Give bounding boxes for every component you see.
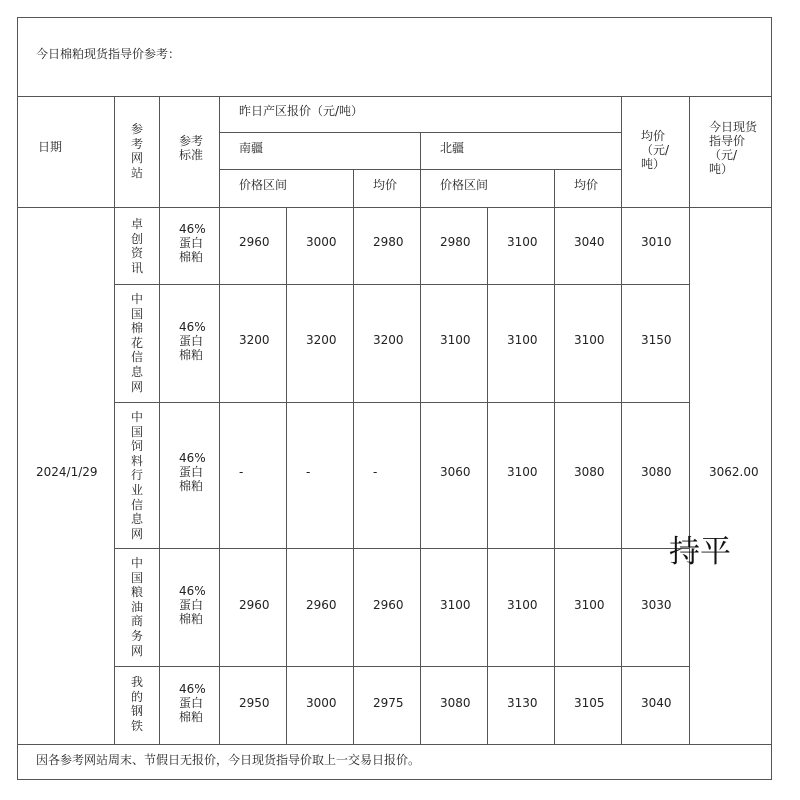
header-site: 参 考 网 站 bbox=[130, 122, 143, 180]
row-south-high: 2960 bbox=[306, 598, 337, 612]
row-north-low: 2980 bbox=[440, 235, 471, 249]
row-north-avg: 3100 bbox=[574, 598, 605, 612]
row-south-low: 2950 bbox=[239, 696, 270, 710]
row-site: 我 的 钢 铁 bbox=[130, 675, 143, 733]
header-date: 日期 bbox=[38, 140, 63, 154]
header-south-range: 价格区间 bbox=[239, 178, 288, 192]
rule-row-4 bbox=[114, 666, 690, 667]
footnote: 因各参考网站周末、节假日无报价，今日现货指导价取上一交易日报价。 bbox=[36, 753, 421, 767]
col-rule-guide bbox=[689, 96, 690, 744]
row-south-high: 3000 bbox=[306, 696, 337, 710]
row-avg: 3080 bbox=[641, 465, 672, 479]
col-rule-standard bbox=[159, 96, 160, 744]
col-rule-north bbox=[420, 132, 421, 744]
col-rule-prices bbox=[219, 96, 220, 744]
date-cell: 2024/1/29 bbox=[36, 465, 98, 479]
rule-row-2 bbox=[114, 402, 690, 403]
row-south-avg: 3200 bbox=[373, 333, 404, 347]
table-title: 今日棉粕现货指导价参考： bbox=[36, 47, 181, 61]
row-south-high: - bbox=[306, 465, 311, 479]
rule-footer bbox=[17, 744, 772, 745]
row-site: 中 国 饲 料 行 业 信 息 网 bbox=[130, 410, 143, 541]
row-north-avg: 3105 bbox=[574, 696, 605, 710]
row-south-high: 3200 bbox=[306, 333, 337, 347]
row-standard: 46% 蛋白 棉粕 bbox=[179, 320, 206, 362]
row-south-high: 3000 bbox=[306, 235, 337, 249]
header-guide: 今日现货 指导价 （元/ 吨） bbox=[709, 120, 758, 176]
row-north-low: 3080 bbox=[440, 696, 471, 710]
row-south-avg: 2980 bbox=[373, 235, 404, 249]
guide-price-cell: 3062.00 bbox=[709, 465, 759, 479]
row-north-high: 3100 bbox=[507, 333, 538, 347]
row-south-low: 2960 bbox=[239, 235, 270, 249]
header-yesterday: 昨日产区报价（元/吨） bbox=[239, 104, 364, 118]
header-south: 南疆 bbox=[239, 141, 264, 155]
col-rule-n-avg bbox=[554, 169, 555, 744]
row-north-low: 3100 bbox=[440, 598, 471, 612]
col-rule-s-high bbox=[286, 207, 287, 744]
row-south-low: 2960 bbox=[239, 598, 270, 612]
rule-header-end bbox=[17, 207, 772, 208]
row-south-avg: 2960 bbox=[373, 598, 404, 612]
row-site: 卓 创 资 讯 bbox=[130, 217, 143, 275]
row-standard: 46% 蛋白 棉粕 bbox=[179, 682, 206, 724]
header-avg: 均价 （元/ 吨） bbox=[641, 129, 670, 171]
row-south-avg: 2975 bbox=[373, 696, 404, 710]
row-north-low: 3060 bbox=[440, 465, 471, 479]
row-north-high: 3100 bbox=[507, 465, 538, 479]
row-site: 中 国 粮 油 商 务 网 bbox=[130, 556, 143, 658]
col-rule-s-avg bbox=[353, 169, 354, 744]
row-avg: 3010 bbox=[641, 235, 672, 249]
row-standard: 46% 蛋白 棉粕 bbox=[179, 222, 206, 264]
row-south-avg: - bbox=[373, 465, 378, 479]
rule-row-1 bbox=[114, 284, 690, 285]
row-north-high: 3130 bbox=[507, 696, 538, 710]
row-north-avg: 3080 bbox=[574, 465, 605, 479]
header-north-range: 价格区间 bbox=[440, 178, 489, 192]
row-standard: 46% 蛋白 棉粕 bbox=[179, 451, 206, 493]
col-rule-n-high bbox=[487, 207, 488, 744]
rule-title bbox=[17, 96, 772, 97]
header-north: 北疆 bbox=[440, 141, 465, 155]
row-north-high: 3100 bbox=[507, 235, 538, 249]
row-avg: 3040 bbox=[641, 696, 672, 710]
unchanged-mark: 持平 bbox=[669, 534, 731, 570]
header-north-avg: 均价 bbox=[574, 178, 599, 192]
row-standard: 46% 蛋白 棉粕 bbox=[179, 584, 206, 626]
row-south-low: 3200 bbox=[239, 333, 270, 347]
row-site: 中 国 棉 花 信 息 网 bbox=[130, 292, 143, 394]
header-south-avg: 均价 bbox=[373, 178, 398, 192]
row-north-high: 3100 bbox=[507, 598, 538, 612]
row-north-low: 3100 bbox=[440, 333, 471, 347]
col-rule-site bbox=[114, 96, 115, 744]
col-rule-avg bbox=[621, 96, 622, 744]
row-avg: 3150 bbox=[641, 333, 672, 347]
row-north-avg: 3100 bbox=[574, 333, 605, 347]
row-south-low: - bbox=[239, 465, 244, 479]
row-avg: 3030 bbox=[641, 598, 672, 612]
row-north-avg: 3040 bbox=[574, 235, 605, 249]
rule-row-3 bbox=[114, 548, 690, 549]
header-standard: 参考 标准 bbox=[179, 134, 204, 162]
